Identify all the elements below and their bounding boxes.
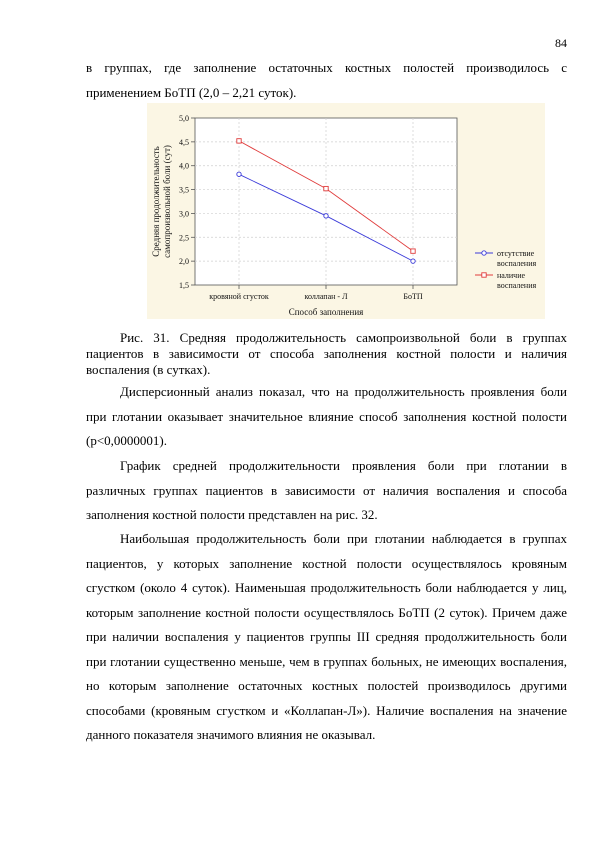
legend-marker — [482, 273, 486, 277]
figure-caption: Рис. 31. Средняя продолжительность самопроизвольной боли в группах пациентов в зависимости от способа заполнения костной полости и наличия воспаления (в сутках). — [86, 330, 567, 377]
legend-label-part: воспаления — [497, 281, 537, 290]
legend-marker — [482, 251, 486, 255]
paragraph-anova: Дисперсионный анализ показал, что на продолжительность проявления боли при глотании оказывает значительное влияние способ заполнения костной полости (p<0,0000001). — [86, 384, 567, 448]
x-axis-title: Способ заполнения — [288, 307, 364, 317]
page-number: 84 — [555, 36, 567, 50]
paragraph-conclusions: Наибольшая продолжительность боли при глотании наблюдается в группах пациентов, у которых заполнение костной полости осуществлялось кровяным сгустком (около 4 суток). Наименьшая продолжительность боли наблюдается у лиц, которым заполнение костной полости осуществлялось БоТП (2 суток). Причем даже при наличии воспаления у пациентов группы III средняя продолжительность боли при глотании существенно меньше, чем в группах больных, не имеющих воспаления, но которым заполнение остаточных костных полостей производилось другими способами (кровяным сгустком и «Коллапан-Л»). Наличие воспаления на значение данного показателя значимого влияния не оказывал. — [86, 531, 567, 742]
x-tick-label: коллапан - Л — [304, 292, 348, 301]
x-tick-label: кровяной сгусток — [209, 292, 269, 301]
series-point-0 — [411, 259, 415, 263]
y-tick-label: 2,0 — [179, 257, 189, 267]
series-point-1 — [237, 139, 241, 143]
legend-label-part: наличие — [497, 271, 526, 280]
series-point-0 — [237, 172, 241, 176]
y-tick-label: 1,5 — [179, 281, 189, 290]
series-point-1 — [324, 186, 328, 190]
y-tick-label: 4,0 — [179, 161, 189, 171]
y-tick-label: 3,0 — [179, 209, 189, 219]
y-tick-label: 5,0 — [179, 114, 189, 123]
series-point-0 — [324, 214, 328, 218]
y-tick-label: 2,5 — [179, 233, 189, 243]
legend-label-part: воспаления — [497, 259, 537, 268]
y-tick-label: 3,5 — [179, 185, 189, 195]
legend-label-part: отсутствие — [497, 249, 535, 258]
series-point-1 — [411, 249, 415, 253]
intro-paragraph: в группах, где заполнение остаточных костных полостей производилось с применением БоТП (2,0 – 2,21 суток). — [86, 60, 567, 100]
y-axis-title-line1: Средняя продолжительность — [151, 146, 161, 257]
paragraph-graph-reference: График средней продолжительности проявления боли при глотании в различных группах пациентов в зависимости от наличия воспаления и способа заполнения костной полости представлен на рис. 32. — [86, 458, 567, 522]
y-axis-title-line2: самопроизвольной боли (сут) — [162, 145, 172, 258]
line-chart — [147, 103, 545, 319]
y-tick-label: 4,5 — [179, 137, 189, 147]
x-tick-label: БоТП — [403, 292, 423, 301]
legend-label — [497, 249, 536, 268]
